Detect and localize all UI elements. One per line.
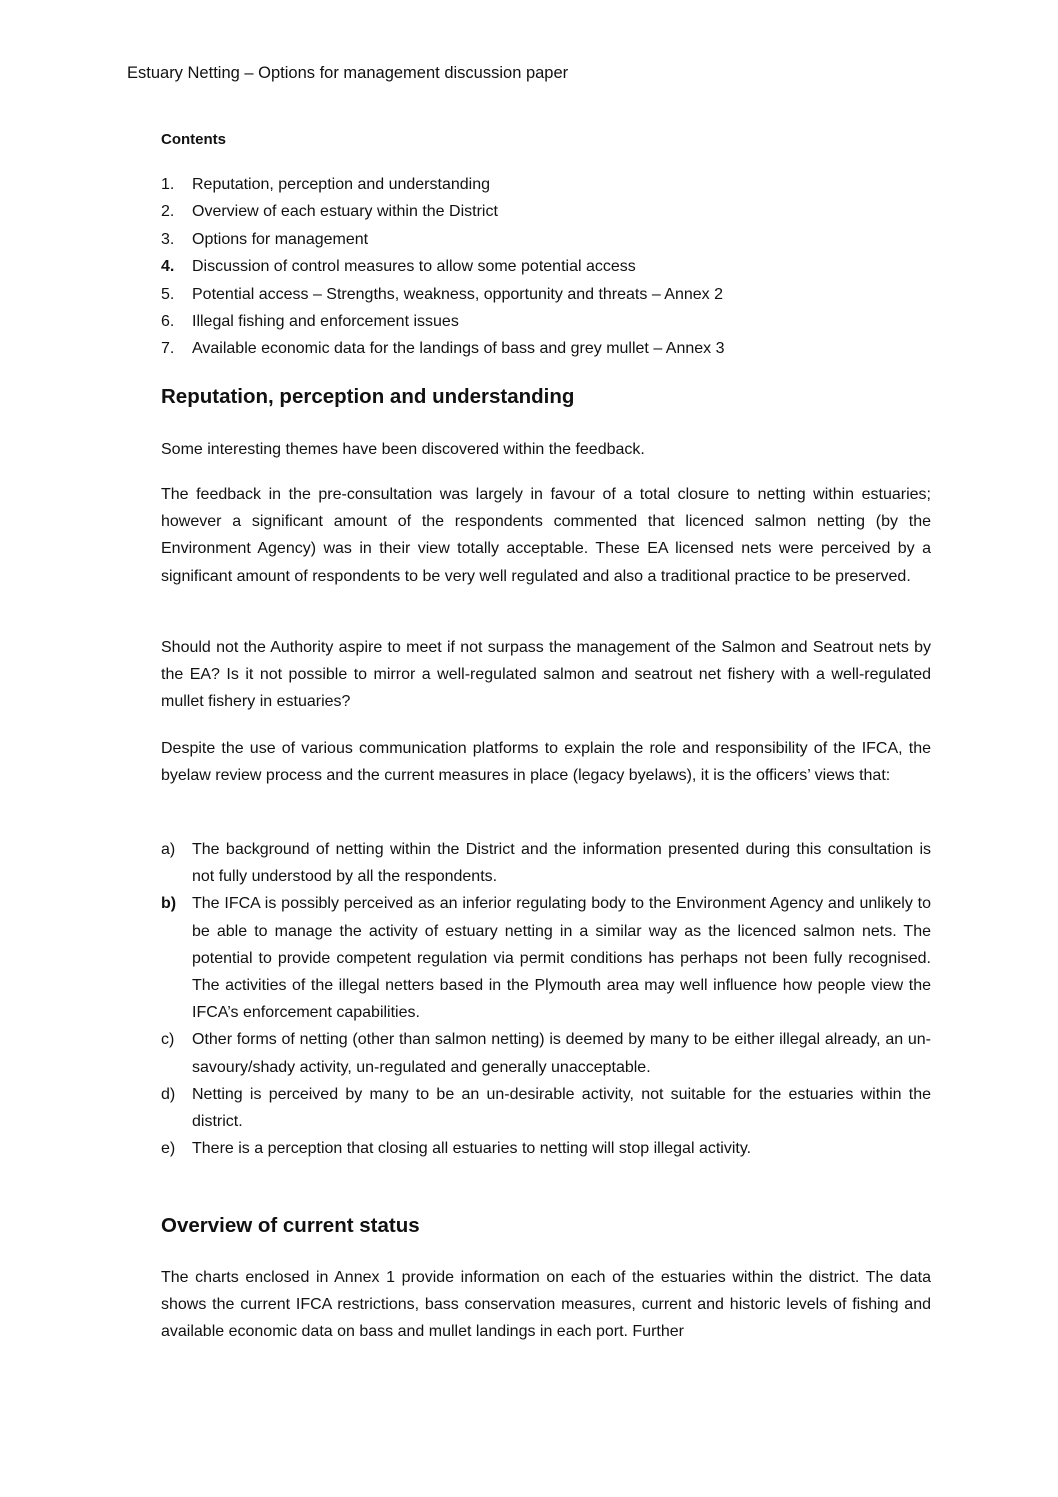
list-item-letter: b): [161, 895, 177, 913]
list-item-text: The IFCA is possibly perceived as an inferior regulating body to the Environment Agency and unlikely to be able to manage the activity of estuary netting in a similar way as the licenced salmon nets. The potential to provide competent regulation via permit conditions has perhaps not been fully recognised. The activities of the illegal netters based in the Plymouth area may well influence how people view the IFCA’s enforcement capabilities.: [192, 895, 931, 1022]
list-item-text: There is a perception that closing all estuaries to netting will stop illegal activity.: [192, 1140, 752, 1158]
paragraph: Should not the Authority aspire to meet if not surpass the management of the Salmon and Seatrout nets by the EA? Is it not possible to mirror a well-regulated salmon and seatrout net fishery with a well-regulated mullet fishery in estuaries?: [161, 639, 931, 711]
contents-item: [161, 201, 931, 228]
contents-item: [161, 256, 931, 283]
contents-item-number: 6.: [161, 312, 175, 330]
list-item: [161, 1081, 931, 1135]
list-item: [161, 890, 931, 1026]
contents-item-text: Overview of each estuary within the District: [192, 203, 498, 221]
contents-item: [161, 174, 931, 201]
list-item-letter: c): [161, 1031, 175, 1049]
paragraph: The feedback in the pre-consultation was largely in favour of a total closure to netting within estuaries; however a significant amount of the respondents commented that licenced salmon netting (by the Environment Agency) was in their view totally acceptable. These EA licensed nets were perceived by a significant amount of respondents to be very well regulated and also a traditional practice to be preserved.: [161, 486, 931, 585]
contents-item-number: 2.: [161, 203, 175, 221]
list-item-text: Other forms of netting (other than salmon netting) is deemed by many to be either illegal already, an un-savoury/shady activity, un-regulated and generally unacceptable.: [192, 1031, 931, 1076]
list-item-letter: e): [161, 1140, 176, 1158]
contents-title: Contents: [161, 131, 226, 148]
list-item: [161, 1026, 931, 1080]
paragraph: Some interesting themes have been discovered within the feedback.: [161, 441, 645, 458]
contents-item: [161, 229, 931, 256]
contents-item-number: 1.: [161, 176, 175, 193]
contents-item-text: Potential access – Strengths, weakness, opportunity and threats – Annex 2: [192, 285, 723, 303]
list-item-letter: a): [161, 841, 176, 858]
list-item-letter: d): [161, 1085, 176, 1103]
contents-item-text: Reputation, perception and understanding: [192, 176, 490, 193]
contents-item: [161, 338, 931, 365]
contents-item-text: Available economic data for the landings of bass and grey mullet – Annex 3: [192, 340, 725, 358]
contents-item-text: Illegal fishing and enforcement issues: [192, 312, 459, 330]
contents-item-text: Options for management: [192, 230, 369, 248]
paragraph: The charts enclosed in Annex 1 provide information on each of the estuaries within the district. The data shows the current IFCA restrictions, bass conservation measures, current and historic levels of fishing and available economic data on bass and mullet landings in each port. Further: [161, 1269, 931, 1341]
perception-points-list: [161, 836, 931, 1162]
contents-list: [161, 174, 931, 366]
contents-item: [161, 284, 931, 311]
list-item: [161, 836, 931, 890]
contents-item-number: 7.: [161, 340, 175, 358]
list-item-text: The background of netting within the District and the information presented during this consultation is not fully understood by all the respondents.: [192, 841, 931, 886]
contents-item-number: 5.: [161, 285, 175, 303]
paragraph: Despite the use of various communication platforms to explain the role and responsibility of the IFCA, the byelaw review process and the current measures in place (legacy byelaws), it is the officers’ views that:: [161, 740, 931, 785]
section-heading-reputation: Reputation, perception and understanding: [161, 385, 575, 408]
contents-item: [161, 311, 931, 338]
contents-item-number: 3.: [161, 230, 175, 248]
running-header: Estuary Netting – Options for management discussion paper: [127, 64, 569, 82]
section-heading-overview: Overview of current status: [161, 1214, 420, 1237]
contents-item-text: Discussion of control measures to allow some potential access: [192, 258, 636, 276]
list-item-text: Netting is perceived by many to be an un-desirable activity, not suitable for the estuaries within the district.: [192, 1085, 931, 1131]
contents-item-number: 4.: [161, 258, 175, 276]
list-item: [161, 1135, 931, 1162]
